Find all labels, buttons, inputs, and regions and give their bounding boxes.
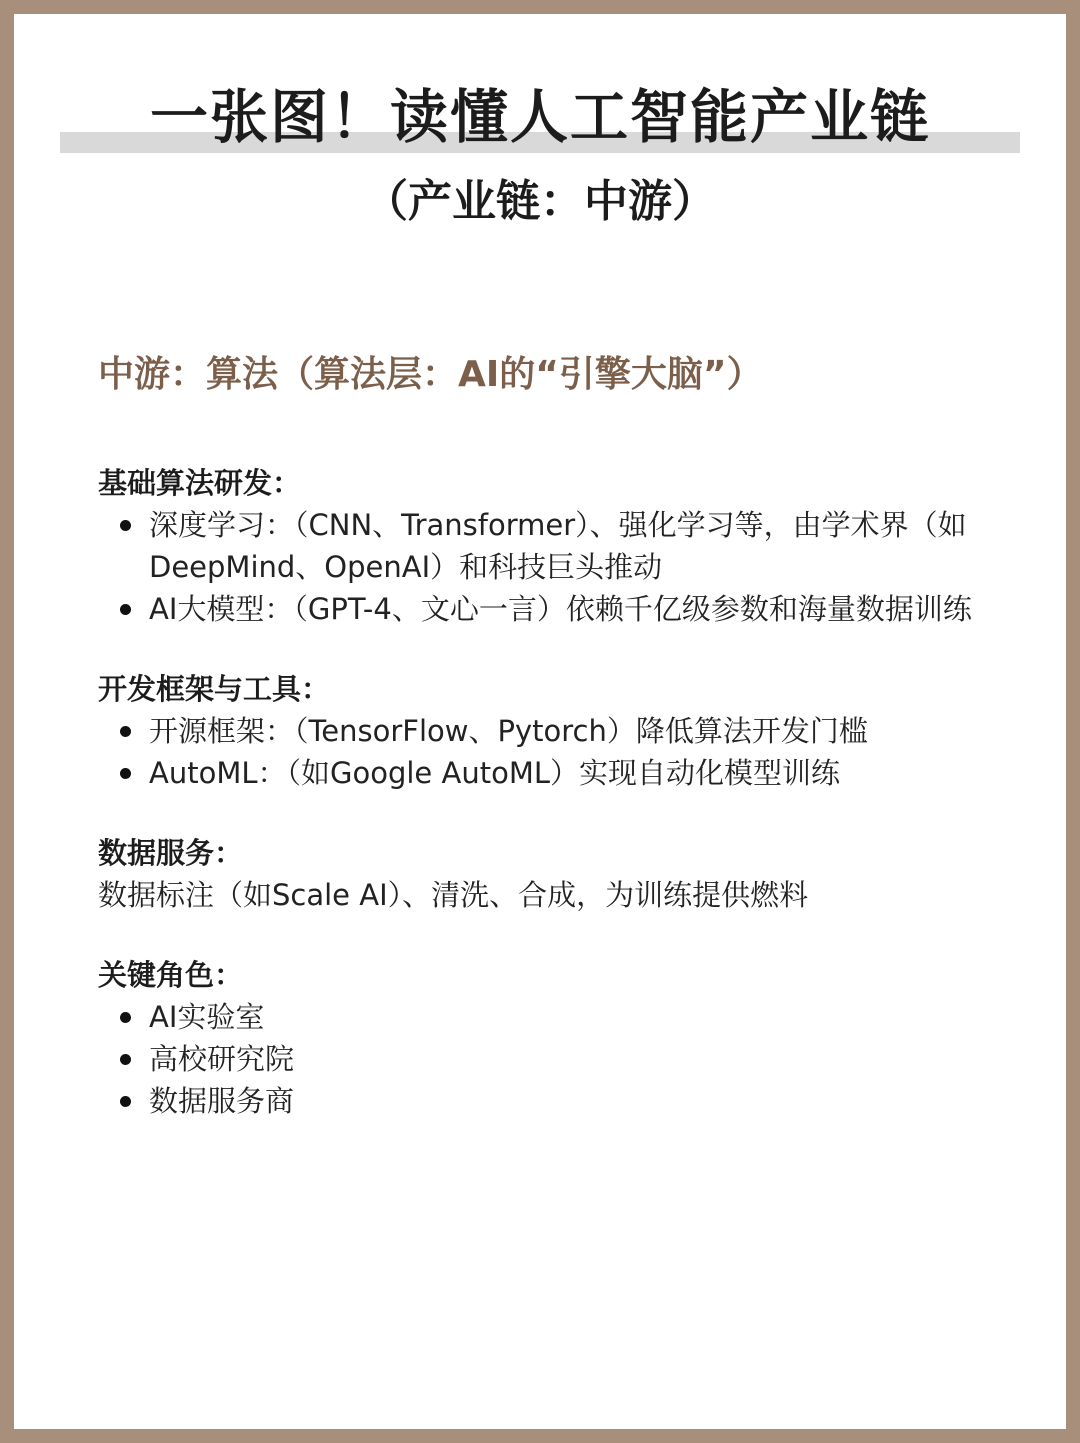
content-card	[14, 14, 1066, 1429]
list-item	[98, 710, 998, 752]
block-heading: 关键角色：	[98, 958, 244, 992]
list-item-text: 深度学习：（CNN、Transformer）、强化学习等，由学术界（如DeepMind、OpenAI）和科技巨头推动	[149, 508, 967, 584]
bullet-dot-icon	[120, 726, 131, 737]
page-subtitle: （产业链：中游）	[364, 176, 716, 227]
block-text: 数据标注（如Scale AI）、清洗、合成，为训练提供燃料	[98, 878, 809, 912]
list-item	[98, 588, 998, 630]
bullet-list	[98, 504, 998, 630]
list-item-text: 开源框架：（TensorFlow、Pytorch）降低算法开发门槛	[149, 714, 868, 748]
bullet-dot-icon	[120, 604, 131, 615]
list-item	[98, 996, 998, 1038]
list-item-text: 数据服务商	[149, 1084, 295, 1118]
list-item	[98, 1038, 998, 1080]
bullet-dot-icon	[120, 1096, 131, 1107]
list-item	[98, 504, 998, 588]
section-title: 中游：算法（算法层：AI的“引擎大脑”）	[98, 354, 763, 395]
bullet-list	[98, 710, 998, 794]
page-title: 一张图！读懂人工智能产业链	[149, 83, 930, 151]
bullet-dot-icon	[120, 768, 131, 779]
bullet-dot-icon	[120, 1012, 131, 1023]
main-content	[98, 350, 998, 1160]
bullet-dot-icon	[120, 520, 131, 531]
list-item-text: AI大模型：（GPT-4、文心一言）依赖千亿级参数和海量数据训练	[149, 592, 972, 626]
bullet-dot-icon	[120, 1054, 131, 1065]
block-heading: 数据服务：	[98, 836, 244, 870]
block-heading: 开发框架与工具：	[98, 672, 331, 706]
block-data-services	[98, 832, 998, 916]
list-item-text: AI实验室	[149, 1000, 265, 1034]
list-item-text: 高校研究院	[149, 1042, 295, 1076]
block-key-roles	[98, 954, 998, 1122]
block-heading: 基础算法研发：	[98, 466, 302, 500]
block-frameworks-tools	[98, 668, 998, 794]
list-item	[98, 1080, 998, 1122]
bullet-list	[98, 996, 998, 1122]
list-item-text: AutoML：（如Google AutoML）实现自动化模型训练	[149, 756, 841, 790]
block-basic-algorithms	[98, 462, 998, 630]
list-item	[98, 752, 998, 794]
